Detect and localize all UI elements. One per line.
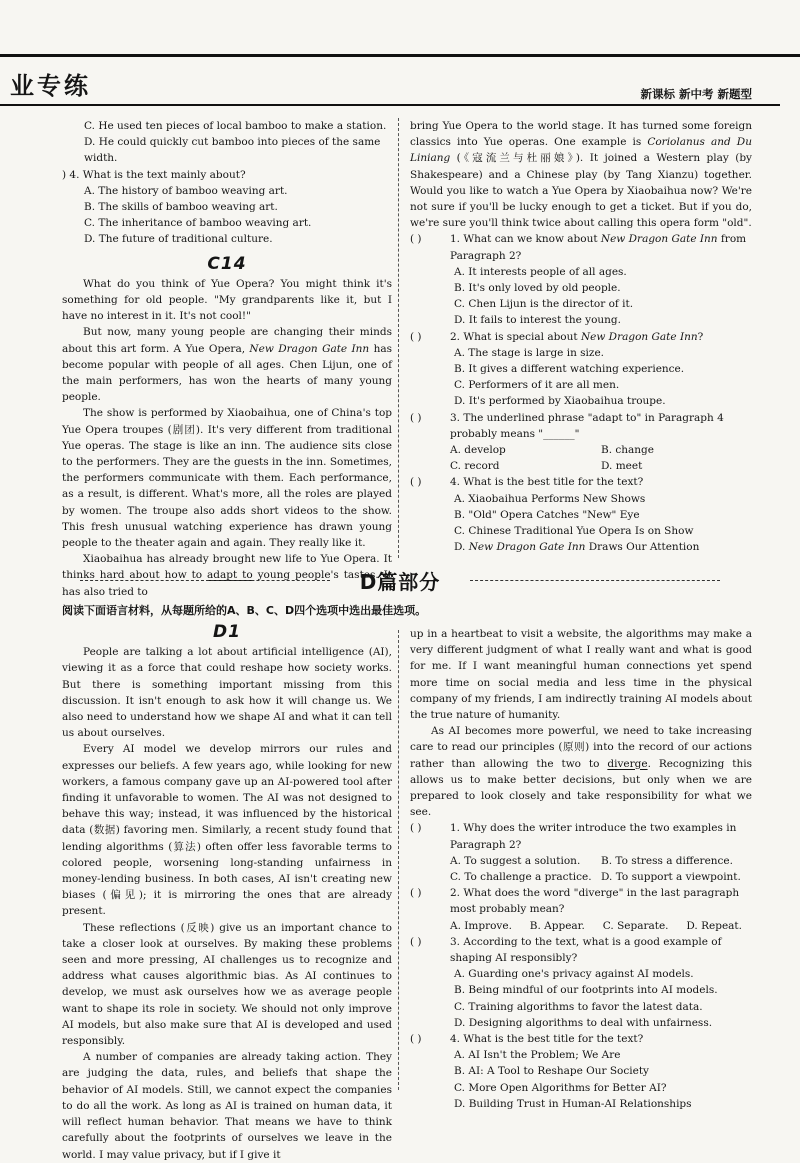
section-d-title: D篇部分 bbox=[359, 570, 441, 594]
d1-paragraph-1: People are talking a lot about artificial intelligence (AI), viewing it as a force that could reshape how society works. But there is something important missing from this discussion. It isn't enough to ask how it will change us. We also need to understand how we shape AI and what it can tell us about ourselves. bbox=[62, 646, 392, 740]
d1-q4-option-c: C. More Open Algorithms for Better AI? bbox=[454, 1081, 667, 1094]
c14-q3-option-d: D. meet bbox=[601, 460, 643, 473]
c14-q1-option-a: A. It interests people of all ages. bbox=[454, 265, 627, 278]
d1-q1-option-c: C. To challenge a practice. bbox=[450, 871, 592, 884]
d1-q3-option-d: D. Designing algorithms to deal with unfairness. bbox=[454, 1016, 713, 1029]
d1-question-2: ( ) 2. What does the word "diverge" in the last paragraph most probably mean? bbox=[410, 885, 752, 917]
d1-q2-option-b: B. Appear. bbox=[529, 919, 585, 932]
left-column-c bbox=[62, 118, 392, 600]
d1-paragraph-3: These reflections (反映) give us an important chance to take a closer look at ourselves. By making these problems seen and more pressing, AI challenges us to recognize and address what causes algorithmic bias. As AI continues to develop, we must ask ourselves how we as average people want to shape its role in society. We should not only improve AI models, but also make sure that AI is developed and used responsibly. bbox=[62, 921, 392, 1048]
d1-question-1: ( ) 1. Why does the writer introduce the two examples in Paragraph 2? bbox=[410, 820, 752, 852]
right-column-c bbox=[410, 118, 752, 555]
c13-option-c: C. He used ten pieces of local bamboo to make a station. bbox=[84, 120, 387, 132]
d1-q2-option-c: C. Separate. bbox=[602, 919, 669, 932]
d1-q3-option-b: B. Being mindful of our footprints into AI models. bbox=[454, 984, 718, 997]
d1-question-3: ( ) 3. According to the text, what is a good example of shaping AI responsibly? bbox=[410, 934, 752, 966]
c14-q1-option-d: D. It fails to interest the young. bbox=[454, 314, 621, 327]
d1-heading: D1 bbox=[213, 622, 241, 642]
answer-blank[interactable]: ( ) bbox=[410, 935, 422, 948]
d1-q1-option-a: A. To suggest a solution. bbox=[450, 854, 581, 867]
d1-q4-option-d: D. Building Trust in Human-AI Relationships bbox=[454, 1097, 692, 1110]
column-divider-bottom bbox=[398, 630, 399, 1090]
answer-blank[interactable]: ( ) bbox=[410, 476, 422, 489]
d1-paragraph-4-start: A number of companies are already taking action. They are judging the data, rules, and beliefs that shape the behavior of AI models. Still, we cannot expect the companies to do all the work. As long as AI is trained on human data, it will reflect human behavior. That means we have to think carefully about the footprints of ourselves we leave in the world. I may value privacy, but if I give it bbox=[62, 1051, 392, 1161]
c14-q3-option-c: C. record bbox=[450, 460, 500, 473]
c14-q3-options bbox=[410, 442, 752, 474]
c14-question-2: ( ) 2. What is special about New Dragon Gate Inn? bbox=[410, 329, 752, 345]
left-column-d bbox=[62, 624, 392, 1163]
c14-question-4: ( ) 4. What is the best title for the text? bbox=[410, 474, 752, 490]
c14-q3-option-b: B. change bbox=[601, 444, 654, 457]
answer-blank[interactable]: ( ) bbox=[410, 1033, 422, 1046]
d1-paragraph-2: Every AI model we develop mirrors our rules and expresses our beliefs. A few years ago, while looking for new workers, a famous company gave up an AI-powered tool after finding it unfavorable to women. The AI was not designed to behave this way; instead, it was influenced by the historical data (数据) favoring men. Similarly, a recent study found that lending algorithms (算法) often offer less favorable terms to colored people, worsening long-standing unfairness in money-lending business. In both cases, AI isn't creating new biases (偏见); it is mirroring the ones that are already present. bbox=[62, 743, 392, 918]
c14-q4-option-a: A. Xiaobaihua Performs New Shows bbox=[454, 492, 646, 505]
answer-blank[interactable]: ( ) bbox=[410, 822, 422, 835]
answer-blank[interactable]: ( ) bbox=[410, 411, 422, 424]
d1-q2-options bbox=[410, 918, 752, 934]
c14-paragraph-4-cont: bring Yue Opera to the world stage. It has turned some foreign classics into Yue operas. One example is Coriolanus and Du Liniang (《寇流兰与杜丽娘》). It joined a Western play (by Shakespeare) and a Chinese play (by Tang Xianzu) together. Would you like to watch a Yue Opera by Xiaobaihua now? We're not sure if you'll be lucky enough to get a ticket. But if you do, we're sure you'll think twice about calling this opera form "old". bbox=[410, 120, 752, 230]
header-subtitle: 新课标 新中考 新题型 bbox=[640, 87, 752, 101]
c14-q1-option-b: B. It's only loved by old people. bbox=[454, 282, 621, 295]
c13-q4-option-b: B. The skills of bamboo weaving art. bbox=[84, 201, 278, 214]
d1-q2-option-d: D. Repeat. bbox=[686, 919, 742, 932]
c14-q3-option-a: A. develop bbox=[450, 444, 506, 457]
c14-question-3: ( ) 3. The underlined phrase "adapt to" in Paragraph 4 probably means "______" bbox=[410, 410, 752, 442]
c14-q2-option-d: D. It's performed by Xiaobaihua troupe. bbox=[454, 395, 666, 408]
d1-q4-option-b: B. AI: A Tool to Reshape Our Society bbox=[454, 1065, 649, 1078]
c14-question-1: ( ) 1. What can we know about New Dragon Gate Inn from Paragraph 2? bbox=[410, 231, 752, 263]
c14-q1-option-c: C. Chen Lijun is the director of it. bbox=[454, 298, 634, 311]
c13-question-4: ) 4. What is the text mainly about? bbox=[62, 168, 246, 181]
c14-paragraph-1: What do you think of Yue Opera? You might think it's something for old people. "My grandparents like it, but I have no interest in it. It's not cool!" bbox=[62, 277, 392, 323]
d1-q3-option-a: A. Guarding one's privacy against AI models. bbox=[454, 968, 694, 981]
c13-option-d: D. He could quickly cut bamboo into pieces of the same width. bbox=[84, 136, 381, 165]
c14-heading: C14 bbox=[207, 253, 247, 274]
c14-q4-option-b: B. "Old" Opera Catches "New" Eye bbox=[454, 508, 640, 521]
d1-q1-option-b: B. To stress a difference. bbox=[601, 854, 733, 867]
c14-paragraph-3: The show is performed by Xiaobaihua, one of China's top Yue Opera troupes (剧团). It's very different from traditional Yue operas. The stage is like an inn. The audience sits close to the performers. They are the guests in the inn. Sometimes, the performers communicate with them. Each performance, as a result, is different. What's more, all the roles are played by women. The troupe also adds short videos to the show. This fresh unusual watching experience has drawn young people to the theater again and again. They really like it. bbox=[62, 407, 392, 550]
d1-q1-options bbox=[410, 853, 752, 885]
right-column-d bbox=[410, 626, 752, 1112]
d1-q2-option-a: A. Improve. bbox=[450, 919, 512, 932]
c14-q2-option-b: B. It gives a different watching experience. bbox=[454, 363, 685, 376]
d1-paragraph-4-cont: up in a heartbeat to visit a website, the algorithms may make a very different judgment of what I really want and what is good for me. If I want meaningful human connections yet spend more time on social media and less time in the physical company of my friends, I am indirectly training AI models about the true nature of humanity. bbox=[410, 628, 752, 722]
d1-q3-option-c: C. Training algorithms to favor the latest data. bbox=[454, 1000, 703, 1013]
header-title: 业专练 bbox=[10, 72, 91, 100]
c14-paragraph-2: But now, many young people are changing their minds about this art form. A Yue Opera, New Dragon Gate Inn has become popular with people of all ages. Chen Lijun, one of the main performers, has won the hearts of many young people. bbox=[62, 326, 392, 404]
section-d-instruction: 阅读下面语言材料，从每题所给的A、B、C、D四个选项中选出最佳选项。 bbox=[62, 604, 427, 617]
section-d-rule-right bbox=[470, 580, 720, 581]
c14-q4-option-d: D. New Dragon Gate Inn Draws Our Attention bbox=[454, 541, 700, 554]
header-rule-top bbox=[0, 54, 800, 57]
c13-q4-option-d: D. The future of traditional culture. bbox=[84, 233, 273, 246]
d1-paragraph-5: As AI becomes more powerful, we need to take increasing care to read our principles (原则) into the record of our actions rather than allowing the two to diverge. Recognizing this allows us to make better decisions, but only when we are prepared to look closely and take responsibility for what we see. bbox=[410, 725, 752, 819]
d1-question-4: ( ) 4. What is the best title for the text? bbox=[410, 1031, 752, 1047]
answer-blank[interactable]: ( ) bbox=[410, 233, 422, 246]
answer-blank[interactable]: ( ) bbox=[410, 330, 422, 343]
section-d-band bbox=[0, 562, 800, 598]
c14-q2-option-c: C. Performers of it are all men. bbox=[454, 379, 620, 392]
c14-paragraph-4-start: Xiaobaihua has already brought new life to Yue Opera. It thinks hard about how to adapt to young people's tastes. It has also tried to bbox=[62, 553, 393, 598]
c13-q4-option-c: C. The inheritance of bamboo weaving art. bbox=[84, 217, 312, 230]
header-rule-bottom bbox=[0, 104, 780, 106]
c14-q2-option-a: A. The stage is large in size. bbox=[454, 346, 604, 359]
d1-q4-option-a: A. AI Isn't the Problem; We Are bbox=[454, 1049, 621, 1062]
c13-q4-option-a: A. The history of bamboo weaving art. bbox=[84, 184, 288, 197]
column-divider-top bbox=[398, 118, 399, 558]
c14-q4-option-c: C. Chinese Traditional Yue Opera Is on Show bbox=[454, 525, 694, 538]
d1-q1-option-d: D. To support a viewpoint. bbox=[601, 871, 741, 884]
answer-blank[interactable]: ( ) bbox=[410, 887, 422, 900]
section-d-rule-left bbox=[80, 580, 330, 581]
